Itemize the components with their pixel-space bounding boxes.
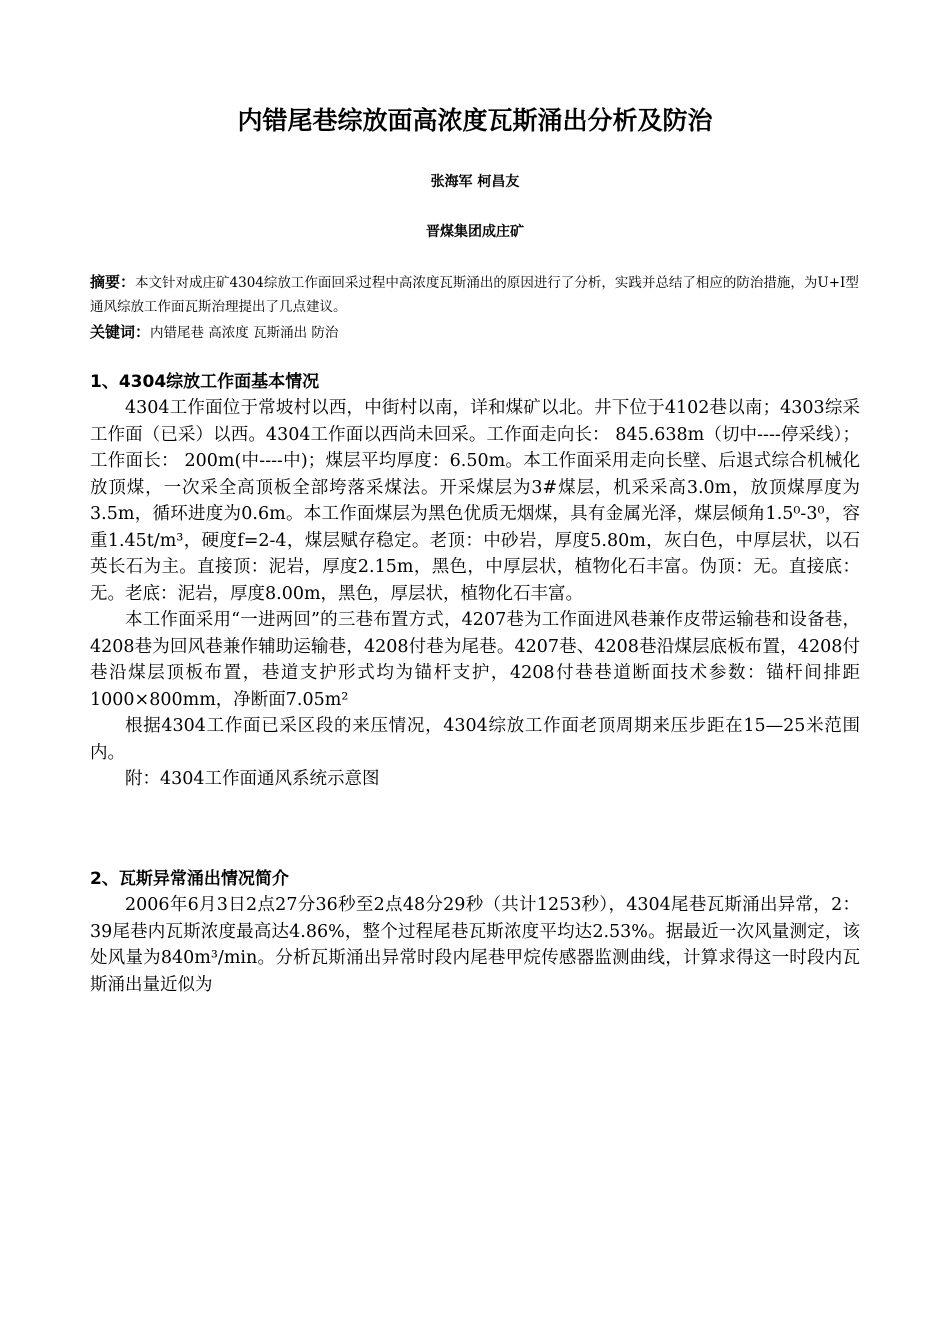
paper-title: 内错尾巷综放面高浓度瓦斯涌出分析及防治 xyxy=(237,106,713,135)
author-line: 张海军 柯昌友 xyxy=(430,174,520,190)
paragraph: 4304工作面位于常坡村以西，中街村以南，详和煤矿以北。井下位于4102巷以南；4303综采工作面（已采）以西。4304工作面以西尚未回采。工作面走向长： 845.638m（切中----停采线）；工作面长： 200m(中----中)；煤层平均厚度：6.50m。本工作面采用走向长壁、后退式综合机械化放顶煤，一次采全高顶板全部垮落采煤法。开采煤层为3#煤层，机采采高3.0m，放顶煤厚度为3.5m，循环进度为0.6m。本工作面煤层为黑色优质无烟煤，具有金属光泽，煤层倾角1.5⁰-3⁰，容重1.45t/m³，硬度f=2-4，煤层赋存稳定。老顶：中砂岩，厚度5.80m，灰白色，中厚层状，以石英长石为主。直接顶：泥岩，厚度2.15m，黑色，中厚层状，植物化石丰富。伪顶：无。直接底：无。老底：泥岩，厚度8.00m，黑色，厚层状，植物化石丰富。 xyxy=(90,398,860,604)
section-2 xyxy=(90,866,860,998)
keywords xyxy=(90,320,860,345)
section-heading: 2、瓦斯异常涌出情况简介 xyxy=(90,869,289,889)
abstract-text: 本文针对成庄矿4304综放工作面回采过程中高浓度瓦斯涌出的原因进行了分析，实践并总结了相应的防治措施，为U+I型通风综放工作面瓦斯治理提出了几点建议。 xyxy=(90,275,859,315)
paragraph: 本工作面采用“一进两回”的三巷布置方式，4207巷为工作面进风巷兼作皮带运输巷和设备巷，4208巷为回风巷兼作辅助运输巷，4208付巷为尾巷。4207巷、4208巷沿煤层底板布置，4208付巷沿煤层顶板布置，巷道支护形式均为锚杆支护，4208付巷巷道断面技术参数：锚杆间排距1000×800mm，净断面7.05m² xyxy=(90,610,860,710)
paragraph: 根据4304工作面已采区段的来压情况，4304综放工作面老顶周期来压步距在15—25米范围内。 xyxy=(90,716,860,763)
abstract-label: 摘要： xyxy=(90,273,136,291)
section-1 xyxy=(90,369,860,793)
figure-note: 附：4304工作面通风系统示意图 xyxy=(125,769,380,789)
keywords-label: 关键词： xyxy=(90,323,151,341)
affiliation-line: 晋煤集团成庄矿 xyxy=(426,224,524,240)
keywords-text: 内错尾巷 高浓度 瓦斯涌出 防治 xyxy=(150,325,339,341)
paragraph: 2006年6月3日2点27分36秒至2点48分29秒（共计1253秒），4304尾巷瓦斯涌出异常，2：39尾巷内瓦斯浓度最高达4.86%，整个过程尾巷瓦斯浓度平均达2.53%。据最近一次风量测定，该处风量为840m³/min。分析瓦斯涌出异常时段内尾巷甲烷传感器监测曲线，计算求得这一时段内瓦斯涌出量近似为 xyxy=(90,895,860,995)
abstract xyxy=(90,270,860,319)
section-heading: 1、4304综放工作面基本情况 xyxy=(90,372,320,392)
